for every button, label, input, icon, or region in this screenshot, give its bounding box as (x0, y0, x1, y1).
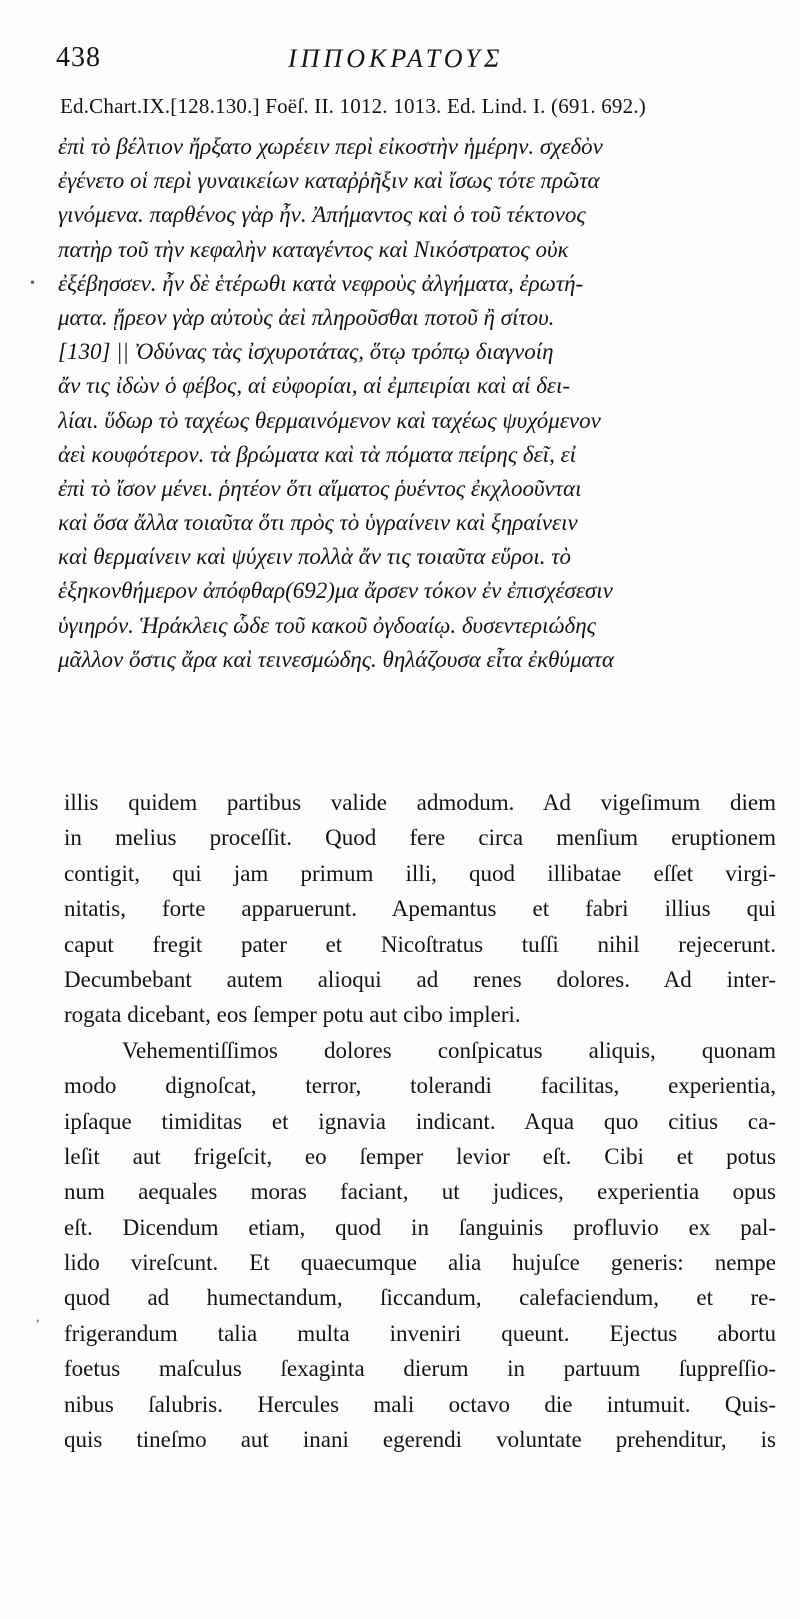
greek-line: λίαι. ὕδωρ τὸ ταχέως θερμαινόμενον καὶ ταχέως ψυχόμενον (58, 407, 601, 433)
latin-line: num aequales moras faciant, ut judices, experientia opus (64, 1179, 776, 1205)
latin-line: rogata dicebant, eos ſemper potu aut cibo impleri. (64, 1002, 521, 1028)
greek-line: ματα. ᾔρεον γὰρ αὐτοὺς ἀεὶ πληροῦσθαι ποτοῦ ἢ σίτου. (58, 304, 555, 330)
greek-line: μᾶλλον ὅστις ἄρα καὶ τεινεσμώδης. θηλάζουσα εἶτα ἐκθύματα (58, 646, 614, 672)
page-number: 438 (56, 42, 101, 73)
latin-line: Decumbebant autem alioqui ad renes dolores. Ad inter- (64, 966, 776, 992)
greek-line: ἐξέβησσεν. ἦν δὲ ἑτέρωθι κατὰ νεφροὺς ἀλγήματα, ἐρωτή- (58, 270, 584, 296)
latin-line: eſt. Dicendum etiam, quod in ſanguinis profluvio ex pal- (64, 1214, 776, 1240)
edition-reference: Ed.Chart.IX.[128.130.] Foëſ. II. 1012. 1013. Ed. Lind. I. (691. 692.) (60, 94, 646, 118)
latin-line: foetus maſculus ſexaginta dierum in partuum ſuppreſſio- (64, 1356, 776, 1382)
latin-line: caput fregit pater et Nicoſtratus tuſſi nihil rejecerunt. (64, 931, 776, 957)
latin-line: in melius proceſſit. Quod fere circa menſium eruptionem (64, 825, 776, 851)
greek-line: ἐπὶ τὸ ἴσον μένει. ῥητέον ὅτι αἵματος ῥυέντος ἐκχλοοῦνται (58, 475, 582, 501)
greek-line: καὶ ὅσα ἄλλα τοιαῦτα ὅτι πρὸς τὸ ὑγραίνειν καὶ ξηραίνειν (58, 510, 578, 536)
latin-line: Vehementiſſimos dolores conſpicatus aliquis, quonam (122, 1037, 776, 1063)
greek-line: ὑγιηρόν. Ἡράκλεις ὧδε τοῦ κακοῦ ὀγδοαίῳ. δυσεντεριώδης (58, 612, 596, 638)
latin-line: contigit, qui jam primum illi, quod illibatae eſſet virgi- (64, 860, 776, 886)
latin-line: leſit aut frigeſcit, eo ſemper levior eſt. Cibi et potus (64, 1143, 776, 1169)
latin-line: quod ad humectandum, ſiccandum, calefaciendum, et re- (64, 1285, 776, 1311)
greek-line: ἄν τις ἰδὼν ὁ φέβος, αἱ εὐφορίαι, αἱ ἐμπειρίαι καὶ αἱ δει- (58, 373, 570, 399)
latin-line: frigerandum talia multa inveniri queunt. Ejectus abortu (64, 1320, 776, 1346)
latin-line: nitatis, forte apparuerunt. Apemantus et fabri illius qui (64, 896, 776, 922)
page-header (56, 42, 756, 82)
margin-dot-mark: • (30, 276, 35, 291)
latin-line: illis quidem partibus valide admodum. Ad vigeſimum diem (64, 790, 776, 815)
latin-line: nibus ſalubris. Hercules mali octavo die intumuit. Quis- (64, 1391, 776, 1417)
greek-line: ἑξηκονθήμερον ἀπόφθαρ(692)μα ἄρσεν τόκον ἐν ἐπισχέσεσιν (58, 578, 613, 604)
latin-line: ipſaque timiditas et ignavia indicant. Aqua quo citius ca- (64, 1108, 776, 1134)
running-title: ΙΠΠΟΚΡΑΤΟΥΣ (288, 44, 504, 73)
margin-dot-mark: , (36, 1310, 40, 1325)
greek-line: ἀεὶ κουφότερον. τὰ βρώματα καὶ τὰ πόματα πείρης δεῖ, εἰ (58, 441, 577, 467)
latin-translation-block (64, 785, 776, 1457)
greek-line: ἐπὶ τὸ βέλτιον ἤρξατο χωρέειν περὶ εἰκοστὴν ἡμέρην. σχεδὸν (58, 134, 603, 159)
greek-line: πατὴρ τοῦ τὴν κεφαλὴν καταγέντος καὶ Νικόστρατος οὐκ (58, 236, 569, 262)
greek-line: γινόμενα. παρθένος γὰρ ἦν. Ἀπήμαντος καὶ ὁ τοῦ τέκτονος (58, 202, 586, 228)
latin-line: quis tineſmo aut inani egerendi voluntate prehenditur, is (64, 1427, 776, 1453)
latin-line: modo dignoſcat, terror, tolerandi facilitas, experientia, (64, 1073, 776, 1099)
latin-line: lido vireſcunt. Et quaecumque alia hujuſce generis: nempe (64, 1250, 776, 1276)
greek-line: ἐγένετο οἱ περὶ γυναικείων καταῤῥῆξιν καὶ ἴσως τότε πρῶτα (58, 168, 600, 194)
greek-text-block (58, 130, 776, 677)
greek-line: καὶ θερμαίνειν καὶ ψύχειν πολλὰ ἄν τις τοιαῦτα εὕροι. τὸ (58, 544, 571, 570)
greek-line: [130] || Ὀδύνας τὰς ἰσχυροτάτας, ὅτῳ τρόπῳ διαγνοίη (58, 339, 554, 365)
